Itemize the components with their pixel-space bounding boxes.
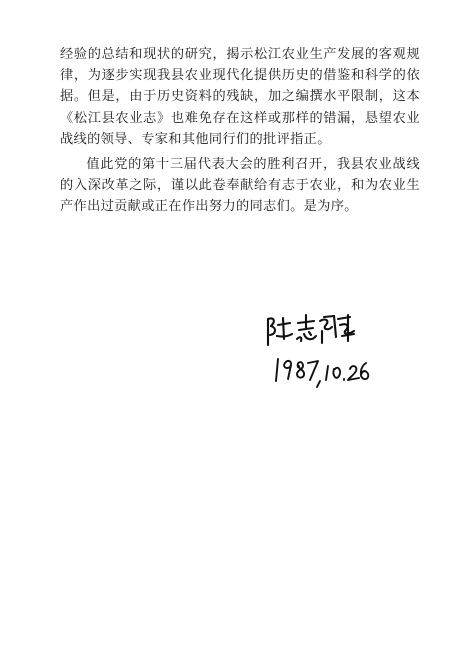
signature-drawing (262, 303, 382, 403)
preface-text (60, 44, 420, 218)
paragraph-continuation: 经验的总结和现状的研究，揭示松江农业生产发展的客观规律，为逐步实现我县农业现代化提供历史的借鉴和科学的依据。但是，由于历史资料的残缺，加之编撰水平限制，这本《松江县农业志》也难免存在这样或那样的错漏，恳望农业战线的领导、专家和其他同行们的批评指正。 (60, 47, 420, 147)
handwritten-signature (262, 303, 382, 403)
paragraph-closing: 值此党的第十三届代表大会的胜利召开，我县农业战线的入深改革之际，谨以此卷奉献给有志于农业，和为农业生产作出过贡献或正在作出努力的同志们。是为序。 (60, 157, 420, 215)
